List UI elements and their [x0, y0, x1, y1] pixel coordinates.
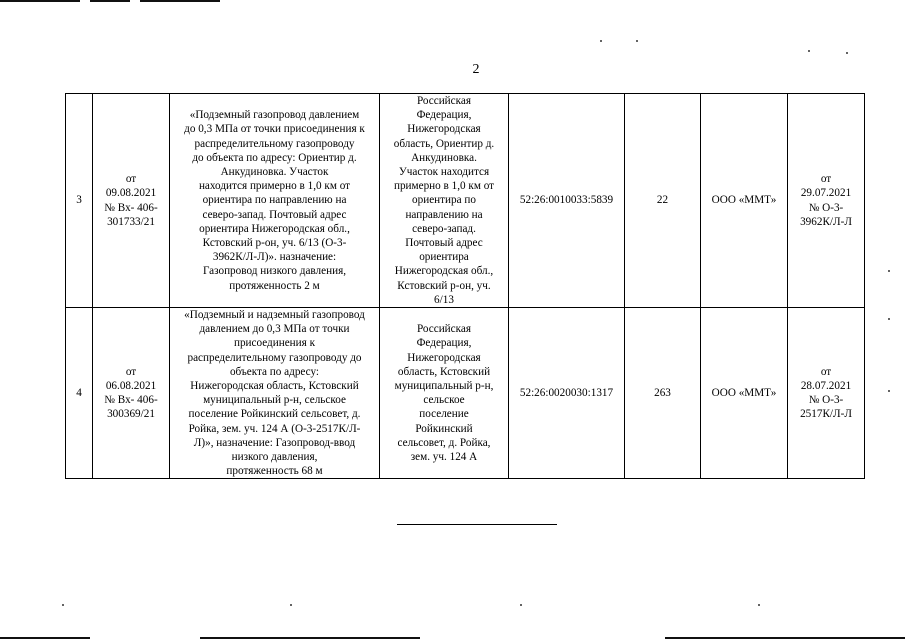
objects-table [65, 93, 865, 479]
scan-edge-bottom-right [665, 637, 905, 639]
scan-speck [888, 390, 890, 392]
location-cell: Российская Федерация, Нижегородская область, Кстовский муниципальный р-н, сельское поселение Ройкинский сельсовет, д. Ройка, зем. уч. 124 А [380, 308, 509, 479]
row-number-cell: 3 [66, 94, 93, 308]
cadastral-number-cell: 52:26:0020030:1317 [509, 308, 625, 479]
scan-edge-top-right [140, 0, 220, 2]
scan-speck [520, 604, 522, 606]
incoming-ref-cell: от 09.08.2021 № Вх- 406- 301733/21 [93, 94, 170, 308]
table-row [66, 308, 865, 479]
end-of-document-rule [397, 524, 557, 525]
scan-speck [888, 270, 890, 272]
scan-speck [758, 604, 760, 606]
page-number: 2 [472, 62, 480, 77]
owner-cell: ООО «ММТ» [701, 94, 788, 308]
scan-speck [888, 318, 890, 320]
scan-speck [62, 604, 64, 606]
scan-speck [636, 40, 638, 42]
area-cell: 263 [625, 308, 701, 479]
location-cell: Российская Федерация, Нижегородская область, Ориентир д. Анкудиновка. Участок находится примерно в 1,0 км от ориентира по направлению на северо-запад. Почтовый адрес ориентира Нижегородская обл., Кстовский р-он, уч. 6/13 [380, 94, 509, 308]
object-description-cell: «Подземный и надземный газопровод давлением до 0,3 МПа от точки присоединения к распределительному газопроводу до объекта по адресу: Нижегородская область, Кстовский муниципальный р-н, сельское поселение Ройкинский сельсовет, д. Ройка, зем. уч. 124 А (О-3-2517К/Л- Л)», назначение: Газопровод-ввод низкого давления, протяженность 68 м [170, 308, 380, 479]
incoming-ref-cell: от 06.08.2021 № Вх- 406- 300369/21 [93, 308, 170, 479]
scan-edge-bottom-mid [200, 637, 420, 639]
scan-edge-top-left [0, 0, 80, 2]
cadastral-number-cell: 52:26:0010033:5839 [509, 94, 625, 308]
scan-edge-top-mid [90, 0, 130, 2]
owner-cell: ООО «ММТ» [701, 308, 788, 479]
object-description-cell: «Подземный газопровод давлением до 0,3 МПа от точки присоединения к распределительному газопроводу до объекта по адресу: Ориентир д. Анкудиновка. Участок находится примерно в 1,0 км от ориентира по направлению на северо-запад. Почтовый адрес ориентира Нижегородская обл., Кстовский р-он, уч. 6/13 (О-3- 3962К/Л-Л)». назначение: Газопровод низкого давления, протяженность 2 м [170, 94, 380, 308]
row-number-cell: 4 [66, 308, 93, 479]
outgoing-ref-cell: от 29.07.2021 № О-3- 3962К/Л-Л [788, 94, 865, 308]
outgoing-ref-cell: от 28.07.2021 № О-3- 2517К/Л-Л [788, 308, 865, 479]
scan-speck [808, 50, 810, 52]
scan-speck [600, 40, 602, 42]
scan-speck [846, 52, 848, 54]
area-cell: 22 [625, 94, 701, 308]
table-row [66, 94, 865, 308]
scan-speck [290, 604, 292, 606]
scan-edge-bottom-left [0, 637, 90, 639]
